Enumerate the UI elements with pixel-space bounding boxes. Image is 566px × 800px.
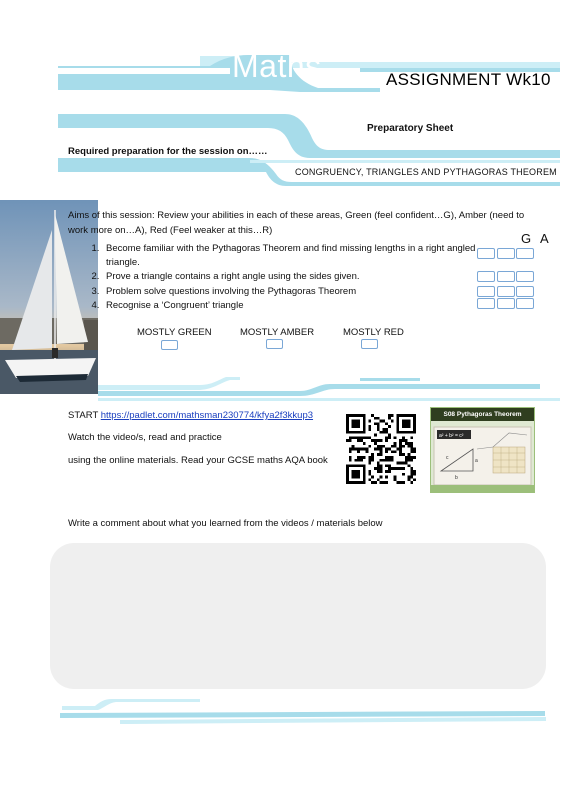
comment-input-box[interactable] <box>50 543 546 689</box>
svg-text:a: a <box>475 458 478 464</box>
padlet-link[interactable]: https://padlet.com/mathsman230774/kfya2f3kkup3 <box>100 410 314 421</box>
subject-title: Maths <box>232 48 322 84</box>
footer-swoosh <box>60 699 546 724</box>
objective-4-red-checkbox[interactable] <box>516 298 534 309</box>
objective-3-green-checkbox[interactable] <box>477 286 495 297</box>
aims-text: Aims of this session: Review your abilities in each of these areas, Green (feel confident…G), Amber (need to work more on…A), Red (Feel weaker at this…R) <box>68 210 525 236</box>
pythagoras-diagram-image <box>431 421 534 492</box>
online-materials-instruction: using the online materials. Read your GCSE maths AQA book <box>68 455 328 466</box>
topic-title: CONGRUENCY, TRIANGLES AND PYTHAGORAS THEOREM <box>295 167 557 177</box>
mostly-red-label: MOSTLY RED <box>343 327 404 338</box>
objective-1-red-checkbox[interactable] <box>516 248 534 259</box>
video-title: S08 Pythagoras Theorem <box>431 408 534 421</box>
mostly-amber-label: MOSTLY AMBER <box>240 327 315 338</box>
required-preparation-label: Required preparation for the session on…… <box>68 146 268 157</box>
watch-instruction: Watch the video/s, read and practice <box>68 432 222 443</box>
assignment-title: ASSIGNMENT Wk10 <box>386 70 551 89</box>
video-thumbnail[interactable] <box>430 407 535 493</box>
comment-prompt: Write a comment about what you learned from the videos / materials below <box>68 518 383 529</box>
sheet-subtitle: Preparatory Sheet <box>367 123 454 134</box>
objective-item: 2. Prove a triangle contains a right angle using the sides given. <box>102 270 487 284</box>
mostly-green-label: MOSTLY GREEN <box>137 327 212 338</box>
start-line <box>68 410 313 421</box>
mostly-green-checkbox[interactable] <box>161 340 178 350</box>
objective-2-amber-checkbox[interactable] <box>497 271 515 282</box>
objective-item: 3. Problem solve questions involving the Pythagoras Theorem <box>102 285 487 299</box>
objective-1-amber-checkbox[interactable] <box>497 248 515 259</box>
objective-3-amber-checkbox[interactable] <box>497 286 515 297</box>
qr-code[interactable] <box>346 413 416 485</box>
objective-4-green-checkbox[interactable] <box>477 298 495 309</box>
objective-2-green-checkbox[interactable] <box>477 271 495 282</box>
objective-4-amber-checkbox[interactable] <box>497 298 515 309</box>
objective-2-red-checkbox[interactable] <box>516 271 534 282</box>
svg-text:c: c <box>446 455 449 461</box>
gar-header: G A <box>521 231 551 246</box>
objectives-list <box>70 242 487 314</box>
mostly-amber-checkbox[interactable] <box>266 339 283 349</box>
middle-swoosh <box>98 377 560 401</box>
objective-item: 4. Recognise a ‘Congruent’ triangle <box>102 299 487 313</box>
start-label: START <box>68 410 99 421</box>
mostly-red-checkbox[interactable] <box>361 339 378 349</box>
svg-text:b: b <box>455 475 458 481</box>
objective-1-green-checkbox[interactable] <box>477 248 495 259</box>
objective-3-red-checkbox[interactable] <box>516 286 534 297</box>
video-formula-text: a² + b² = c² <box>439 433 464 439</box>
objective-item: 1. Become familiar with the Pythagoras Theorem and find missing lengths in a right angled triangle. <box>102 242 487 269</box>
